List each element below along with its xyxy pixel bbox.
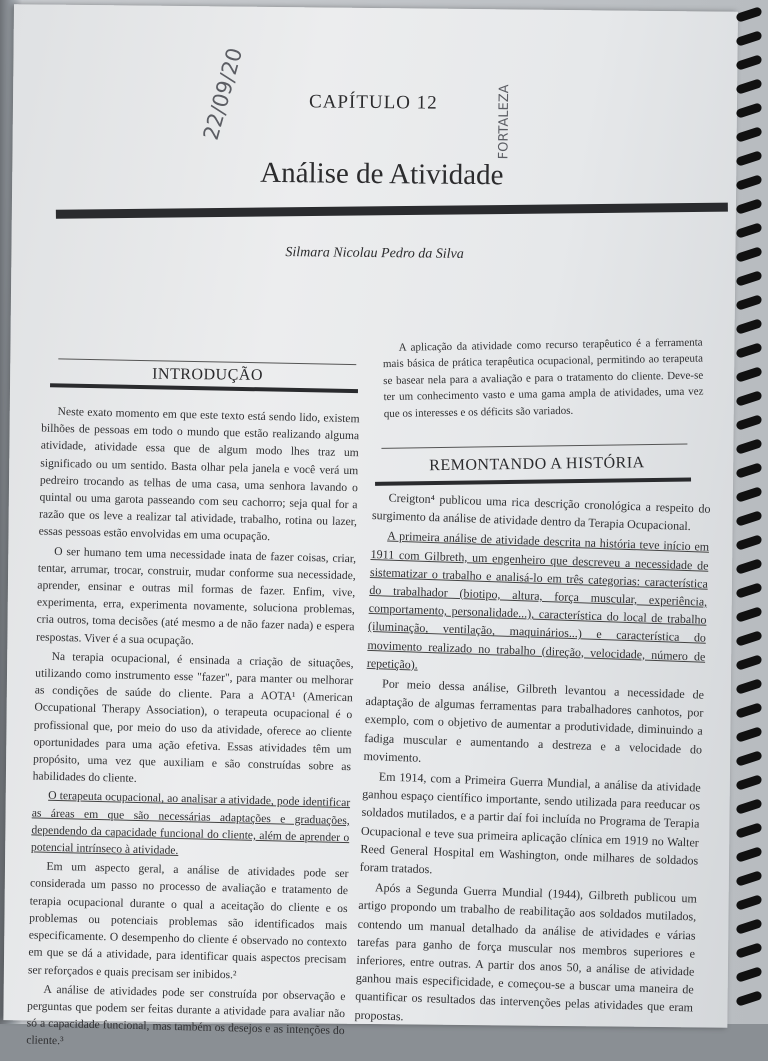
- handwritten-date: 22/09/20: [198, 45, 248, 143]
- spiral-ring: [735, 102, 763, 119]
- spiral-ring: [735, 654, 763, 671]
- underlined-paragraph: O terapeuta ocupacional, ao analisar a atividade, pode identificar as áreas em que são necessárias adaptações e graduações, dependendo da capacidade funcional do cliente, além de aprender o potencial intrínseco à atividade.: [30, 789, 351, 858]
- spiral-ring: [735, 798, 763, 815]
- spiral-ring: [735, 150, 763, 167]
- spiral-ring: [735, 222, 763, 239]
- spiral-ring: [735, 438, 763, 455]
- spiral-ring: [735, 318, 763, 335]
- spiral-ring: [735, 198, 763, 215]
- spiral-ring: [735, 702, 763, 719]
- spiral-binding: [738, 0, 768, 1024]
- left-column: [26, 403, 360, 1057]
- paragraph: Na terapia ocupacional, é ensinada a criação de situações, utilizando como instrumento esse "fazer", para manter ou melhorar as condições de saúde do cliente. Para a AOTA¹ (American Occupational Therapy Association), o terapeuta ocupacional é o profissional que, por meio do uso da atividade, oferece ao cliente oportunidades para uma ação efetiva. Essas atividades têm um propósito, uma vez que auxiliam e são construídas sobre as habilidades do cliente.: [32, 649, 354, 786]
- spiral-ring: [735, 774, 763, 791]
- paragraph: Em um aspecto geral, a análise de atividades pode ser considerada um passo no processo de avaliação e tratamento de terapia ocupacional durante o qual a aceitação do cliente e os problemas ou potenciais problemas são identificados mais especificamente. O desempenho do cliente é observado no contexto em que se dá a atividade, para identificar quais aspectos precisam ser reforçados e quais precisam ser inibidos.²: [27, 860, 349, 981]
- author-name: Silmara Nicolau Pedro da Silva: [285, 245, 464, 262]
- spiral-ring: [735, 630, 763, 647]
- spiral-ring: [735, 846, 763, 863]
- paragraph: O ser humano tem uma necessidade inata de fazer coisas, criar, tentar, arrumar, trocar, construir, mudar conforme sua necessidade, aprender, ensinar e outras mil formas de fazer. Enfim, vive, experimenta, erra, experimenta novamente, soluciona problemas, cria outros, toma decisões (até mesmo a de não fazer nada) e espera respostas. Viver é a sua ocupação.: [35, 544, 357, 647]
- spiral-ring: [735, 126, 763, 143]
- spiral-ring: [735, 918, 763, 935]
- spiral-ring: [735, 462, 763, 479]
- spiral-ring: [735, 822, 763, 839]
- paragraph: Por meio dessa análise, Gilbreth levantou a necessidade de adaptação de algumas ferramentas para trabalhadores canhotos, por exemplo, com o objetivo de aumentar a produtividade, diminuindo a fadiga muscular e aumentando a destreza e a velocidade do movimento.: [363, 676, 705, 765]
- spiral-ring: [735, 30, 763, 47]
- paragraph: Após a Segunda Guerra Mundial (1944), Gilbreth publicou um artigo propondo um trabalho de reabilitação aos soldados mutilados, contendo um manual detalhado da análise de atividades e várias tarefas para ganho de força muscular nos membros superiores e inferiores, entre outras. A partir dos anos 50, a análise de atividade ganhou mais especificidade, e começou-se a buscar uma maneira de quantificar os resultados das intervenções pelas atividades que eram propostas.: [354, 880, 698, 1024]
- spiral-ring: [735, 54, 763, 71]
- spiral-ring: [735, 558, 763, 575]
- spiral-ring: [735, 966, 763, 983]
- spiral-ring: [735, 6, 763, 23]
- spiral-ring: [735, 534, 763, 551]
- paragraph: Creigton⁴ publicou uma rica descrição cronológica a respeito do surgimento da análise de atividade dentro da Terapia Ocupacional.: [371, 490, 711, 534]
- right-column: [354, 488, 710, 1035]
- paragraph: Em 1914, com a Primeira Guerra Mundial, a análise da atividade ganhou espaço científico importante, sendo utilizada para reeducar os soldados mutilados, e a partir daí foi incluída no Programa de Terapia Ocupacional e teve sua primeira aplicação clínica em 1919 no Walter Reed General Hospital em Washington, onde milhares de soldados foram tratados.: [359, 769, 701, 877]
- spiral-ring: [735, 486, 763, 503]
- spiral-ring: [735, 894, 763, 911]
- handwritten-city: FORTALEZA: [496, 84, 513, 160]
- spiral-ring: [735, 726, 763, 743]
- spiral-ring: [735, 270, 763, 287]
- chapter-label: CAPÍTULO 12: [308, 91, 438, 114]
- intro-heading: INTRODUÇÃO: [152, 365, 264, 384]
- history-heading: REMONTANDO A HISTÓRIA: [429, 454, 645, 475]
- paragraph: A análise de atividades pode ser construída por observação e perguntas que podem ser feitas durante a atividade para avaliar não só a capacidade funcional, mas também os desejos e as intenções do cliente.³: [26, 982, 346, 1048]
- spiral-ring: [735, 750, 763, 767]
- intro-rule-top: [58, 358, 356, 365]
- spiral-ring: [735, 366, 763, 383]
- spiral-ring: [735, 942, 763, 959]
- history-rule-top: [381, 444, 687, 449]
- spiral-ring: [735, 342, 763, 359]
- spiral-ring: [735, 870, 763, 887]
- spiral-ring: [735, 990, 763, 1007]
- right-intro-paragraph: [383, 335, 704, 423]
- spiral-ring: [735, 390, 763, 407]
- title-divider: [56, 203, 728, 219]
- underlined-paragraph: A primeira análise de atividade descrita na história teve início em 1911 com Gilbreth, um engenheiro que descreveu a necessidade de sistematizar o trabalho e analisá-lo em três categorias: característica do trabalhador (biotipo, altura, força muscular, experiência, comportamento, personalidade...), característica do local de trabalho (iluminação, ventilação, maquinários...) e característica do movimento realizado no trabalho (direção, velocidade, número de repetição).: [366, 528, 710, 672]
- spiral-ring: [735, 510, 763, 527]
- spiral-ring: [735, 246, 763, 263]
- paragraph: A aplicação da atividade como recurso terapêutico é a ferramenta mais básica de prática terapêutica ocupacional, permitindo ao terapeuta se basear nela para a avaliação e para o tratamento do cliente. Deve-se ter um conhecimento vasto e uma gama ampla de atividades, uma vez que os interesses e os déficits são variados.: [382, 336, 704, 420]
- spiral-ring: [735, 582, 763, 599]
- spiral-ring: [735, 294, 763, 311]
- spiral-ring: [735, 606, 763, 623]
- intro-rule-bottom: [50, 383, 358, 393]
- history-rule-bottom: [375, 477, 691, 485]
- paragraph: Neste exato momento em que este texto está sendo lido, existem bilhões de pessoas em todo o mundo que estão realizando alguma atividade, atividade essa que de algum modo lhes traz um significado ou um sentido. Basta olhar pela janela e você verá um pedreiro trocando as telhas de uma casa, uma senhora lavando o quintal ou uma garota passeando com seu cachorro; seja qual for a razão que os leve a realizar tal atividade, trabalho, rotina ou lazer, essas pessoas estão envolvidas em uma ocupação.: [38, 404, 360, 544]
- spiral-ring: [735, 174, 763, 191]
- spiral-ring: [735, 414, 763, 431]
- book-page: [3, 4, 738, 1048]
- spiral-ring: [735, 78, 763, 95]
- chapter-title: Análise de Atividade: [260, 156, 504, 192]
- spiral-ring: [735, 678, 763, 695]
